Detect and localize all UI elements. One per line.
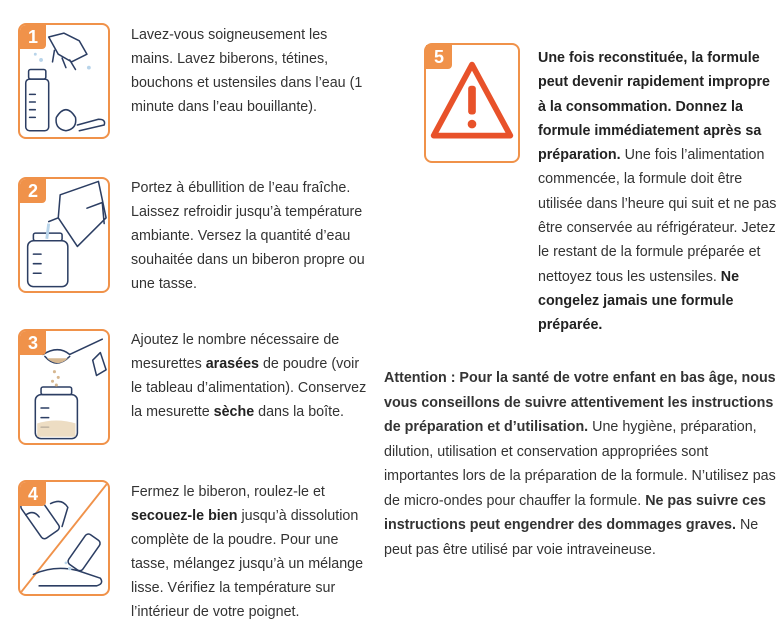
text-segment: Portez à ébullition de l’eau fraîche. Laissez refroidir jusqu’à température ambiante. Versez la quantité d’eau souhaitée dans un biberon propre ou une tasse.: [131, 180, 365, 292]
warning-number: 5: [426, 45, 452, 69]
step-2-text: [131, 176, 371, 296]
step-4-number: 4: [20, 482, 46, 506]
text-segment: Ajoutez le nombre nécessaire de mesurettes: [131, 332, 340, 372]
step-3-number: 3: [20, 331, 46, 355]
step-4-text: [131, 480, 371, 624]
text-segment: Une fois l’alimentation commencée, la formule doit être utilisée dans l’heure qui suit et ne pas être conservée au réfrigérateur. Jetez le restant de la formule préparée et nettoyez tous les ustensiles.: [538, 147, 777, 285]
text-segment: Ne peut pas être utilisé par voie intraveineuse.: [384, 517, 759, 558]
step-3-text: [131, 328, 371, 424]
text-segment: Une hygiène, préparation, dilution, utilisation et conservation appropriées sont importantes lors de la préparation de la formule. N’utilisez pas de micro-ondes pour chauffer la formule.: [384, 419, 776, 509]
bold-text-segment: Attention : Pour la santé de votre enfant en bas âge, nous vous conseillons de suivre attentivement les instructions de préparation et d’utilisation.: [384, 370, 776, 435]
bold-text-segment: secouez-le bien: [131, 508, 238, 524]
step-1-text: [131, 23, 371, 119]
step-2-number: 2: [20, 179, 46, 203]
bold-text-segment: Une fois reconstituée, la formule peut devenir rapidement impropre à la consommation. Donnez la formule immédiatement après sa préparation.: [538, 50, 770, 164]
step-2-illustration: [18, 177, 110, 293]
text-segment: Lavez-vous soigneusement les mains. Lavez biberons, tétines, bouchons et ustensiles dans l’eau (1 minute dans l’eau bouillante).: [131, 27, 363, 115]
text-segment: jusqu’à dissolution complète de la poudre. Pour une tasse, mélangez jusqu’à un mélange lisse. Vérifiez la température sur l’intérieur de votre poignet.: [131, 508, 364, 620]
bold-text-segment: sèche: [213, 404, 255, 420]
text-segment: Fermez le biberon, roulez-le et: [131, 484, 325, 500]
text-segment: de poudre (voir le tableau d’alimentation). Conservez la mesurette: [131, 356, 367, 420]
step-4-illustration: [18, 480, 110, 596]
bold-text-segment: Ne pas suivre ces instructions peut engendrer des dommages graves.: [384, 492, 766, 533]
attention-paragraph: [384, 366, 776, 562]
step-1-number: 1: [20, 25, 46, 49]
step-1-illustration: [18, 23, 110, 139]
warning-illustration: [424, 43, 520, 163]
bold-text-segment: arasées: [205, 356, 259, 372]
bold-text-segment: Ne congelez jamais une formule préparée.: [538, 268, 740, 334]
warning-text: [538, 46, 778, 338]
step-3-illustration: [18, 329, 110, 445]
text-segment: dans la boîte.: [254, 404, 345, 420]
